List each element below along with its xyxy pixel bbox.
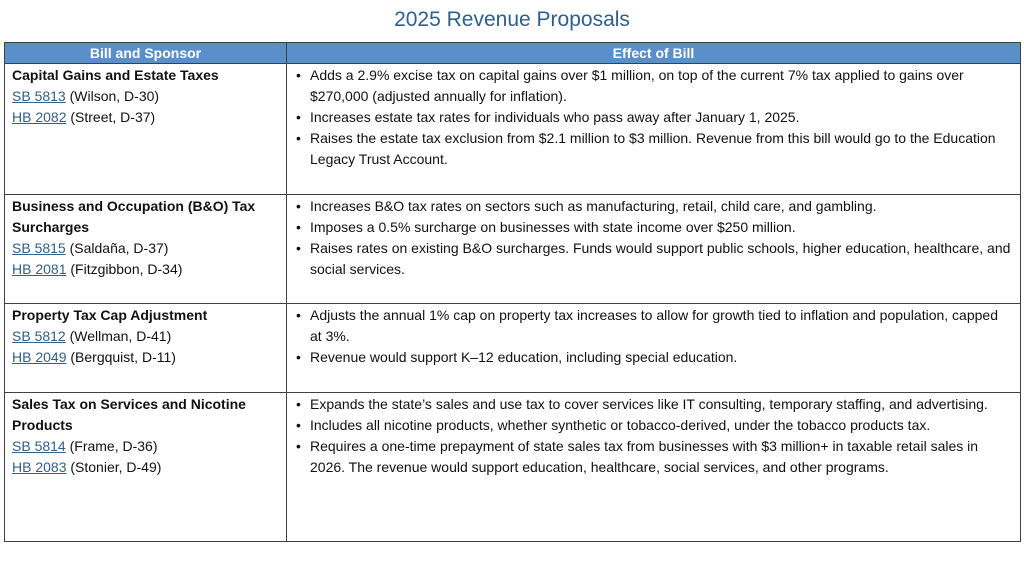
- sponsor-line: [12, 457, 279, 478]
- sponsor-name: (Street, D-37): [66, 109, 156, 125]
- sponsor-name: (Fitzgibbon, D-34): [66, 261, 183, 277]
- effect-item: • Adds a 2.9% excise tax on capital gains over $1 million, on top of the current 7% tax applied to gains over $270,000 (adjusted annually for inflation).: [294, 65, 1013, 107]
- bill-sponsor-cell: [5, 64, 287, 195]
- effect-item: • Includes all nicotine products, whether synthetic or tobacco-derived, under the tobacco products tax.: [294, 415, 1013, 436]
- bill-title: Business and Occupation (B&O) Tax Surcharges: [12, 198, 256, 235]
- sponsor-name: (Wilson, D-30): [65, 88, 160, 104]
- bill-link-hb-2083[interactable]: HB 2083: [12, 459, 67, 475]
- header-effect-of-bill: Effect of Bill: [287, 43, 1021, 64]
- sponsor-line: [12, 436, 279, 457]
- effect-item: • Imposes a 0.5% surcharge on businesses with state income over $250 million.: [294, 217, 1013, 238]
- effects-list: [294, 196, 1013, 280]
- bill-link-sb-5814[interactable]: SB 5814: [12, 438, 66, 454]
- effect-item: • Revenue would support K–12 education, including special education.: [294, 347, 1013, 368]
- effect-item: • Raises the estate tax exclusion from $2.1 million to $3 million. Revenue from this bill would go to the Education Legacy Trust Account.: [294, 128, 1013, 170]
- bill-link-sb-5815[interactable]: SB 5815: [12, 240, 66, 256]
- effect-cell: [287, 195, 1021, 304]
- effect-item: • Increases B&O tax rates on sectors such as manufacturing, retail, child care, and gambling.: [294, 196, 1013, 217]
- sponsor-line: [12, 326, 279, 347]
- sponsor-name: (Saldaña, D-37): [65, 240, 169, 256]
- sponsor-line: [12, 347, 279, 368]
- sponsor-name: (Bergquist, D-11): [66, 349, 176, 365]
- effect-item: • Raises rates on existing B&O surcharges. Funds would support public schools, higher education, healthcare, and social services.: [294, 238, 1013, 280]
- page-title: 2025 Revenue Proposals: [394, 8, 630, 31]
- effect-item: • Requires a one-time prepayment of state sales tax from businesses with $3 million+ in taxable retail sales in 2026. The revenue would support education, healthcare, social services, and other programs.: [294, 436, 1013, 478]
- effect-item: • Expands the state’s sales and use tax to cover services like IT consulting, temporary staffing, and advertising.: [294, 394, 1013, 415]
- bill-sponsor-cell: [5, 195, 287, 304]
- effect-cell: [287, 393, 1021, 542]
- sponsor-line: [12, 259, 279, 280]
- table-row: [5, 64, 1021, 195]
- bill-title: Sales Tax on Services and Nicotine Products: [12, 396, 246, 433]
- bill-link-hb-2082[interactable]: HB 2082: [12, 109, 67, 125]
- sponsor-name: (Wellman, D-41): [65, 328, 172, 344]
- table-row: [5, 195, 1021, 304]
- table-row: [5, 304, 1021, 393]
- effect-cell: [287, 304, 1021, 393]
- sponsor-name: (Stonier, D-49): [66, 459, 162, 475]
- effects-list: [294, 65, 1013, 170]
- effect-item: • Adjusts the annual 1% cap on property tax increases to allow for growth tied to inflation and population, capped at 3%.: [294, 305, 1013, 347]
- effects-list: [294, 305, 1013, 368]
- bill-title: Property Tax Cap Adjustment: [12, 307, 208, 323]
- bill-sponsor-cell: [5, 393, 287, 542]
- sponsor-line: [12, 107, 279, 128]
- bill-link-hb-2081[interactable]: HB 2081: [12, 261, 67, 277]
- bill-link-sb-5812[interactable]: SB 5812: [12, 328, 66, 344]
- sponsor-line: [12, 238, 279, 259]
- table-row: [5, 393, 1021, 542]
- effect-item: • Increases estate tax rates for individuals who pass away after January 1, 2025.: [294, 107, 1013, 128]
- effect-cell: [287, 64, 1021, 195]
- table-header-row: [5, 43, 1021, 64]
- sponsor-line: [12, 86, 279, 107]
- revenue-proposals-table: [4, 42, 1021, 542]
- bill-link-sb-5813[interactable]: SB 5813: [12, 88, 66, 104]
- sponsor-name: (Frame, D-36): [65, 438, 158, 454]
- header-bill-and-sponsor: Bill and Sponsor: [5, 43, 287, 64]
- bill-link-hb-2049[interactable]: HB 2049: [12, 349, 67, 365]
- bill-sponsor-cell: [5, 304, 287, 393]
- effects-list: [294, 394, 1013, 478]
- bill-title: Capital Gains and Estate Taxes: [12, 67, 219, 83]
